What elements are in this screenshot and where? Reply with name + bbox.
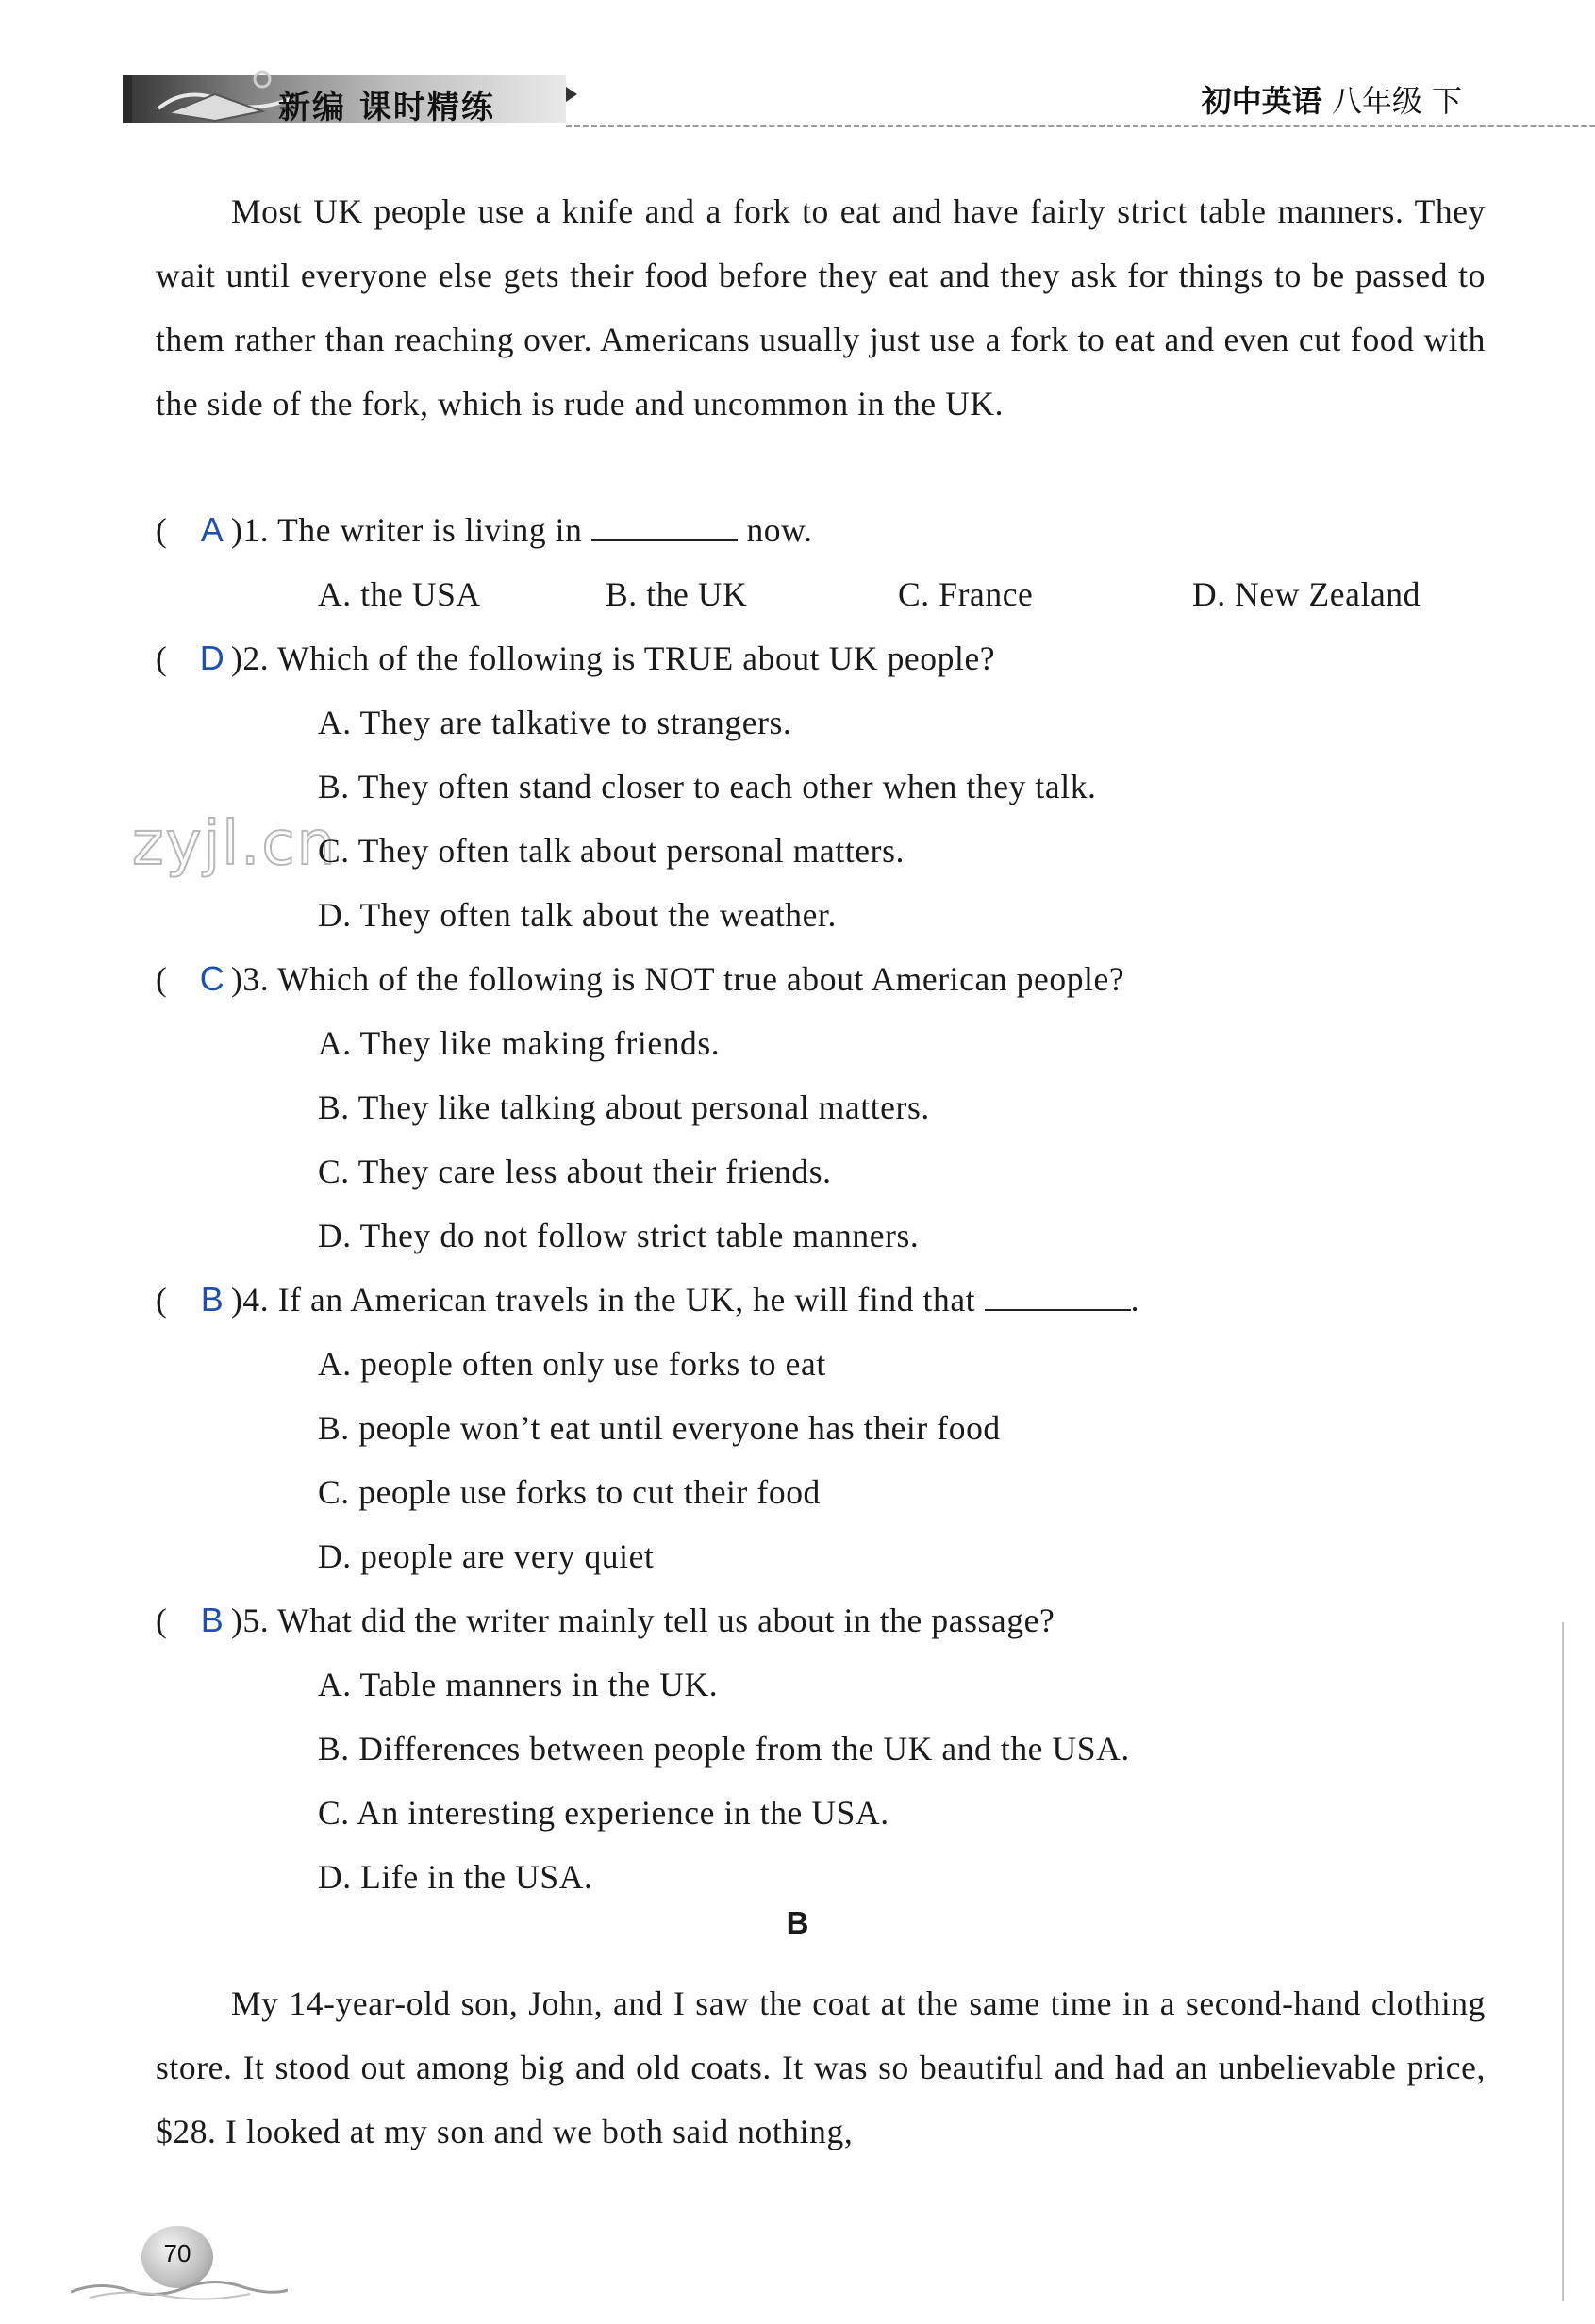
option: B. Differences between people from the UK and the USA. [318, 1730, 1130, 1768]
close-paren: ) [231, 639, 243, 677]
option: C. France [898, 575, 1034, 613]
option: C. An interesting experience in the USA. [318, 1794, 889, 1832]
section-b-title: B [786, 1905, 809, 1940]
close-paren: ) [231, 960, 243, 998]
subject-grade [1202, 77, 1462, 121]
question-stem-end: . [1130, 1281, 1140, 1319]
subject-label: 初中英语 [1201, 83, 1322, 119]
open-paren: ( [156, 960, 168, 998]
close-paren: ) [231, 1602, 243, 1639]
open-paren: ( [156, 639, 168, 677]
option: C. people use forks to cut their food [318, 1473, 821, 1511]
option: B. They often stand closer to each other when they talk. [318, 768, 1097, 805]
open-paren: ( [156, 1281, 168, 1319]
option: C. They care less about their friends. [318, 1153, 832, 1190]
option: A. Table manners in the UK. [318, 1666, 719, 1703]
book-decoration-icon [149, 66, 300, 123]
answer-blank [591, 511, 738, 541]
page-edge-rule [1562, 1622, 1564, 2301]
question-3 [156, 947, 1124, 1011]
option: D. people are very quiet [318, 1537, 655, 1575]
question-number: 2. [242, 639, 270, 677]
question-stem: The writer is living in [277, 511, 583, 549]
option: C. They often talk about personal matters. [318, 832, 905, 870]
close-paren: ) [231, 511, 243, 549]
question-1 [156, 498, 813, 562]
question-stem: What did the writer mainly tell us about in the passage? [277, 1602, 1055, 1639]
passage-a-paragraph: Most UK people use a knife and a fork to eat and have fairly strict table manners. They wait until everyone else gets their food before they eat and they ask for things to be passed to them rather than reaching over. Americans usually just use a fork to eat and even cut food with the side of the fork, which is rude and uncommon in the UK. [156, 192, 1486, 423]
question-stem-end: now. [746, 511, 813, 549]
question-stem: If an American travels in the UK, he will find that [277, 1281, 976, 1319]
answer-2: D [199, 639, 225, 677]
answer-3: C [199, 959, 225, 998]
question-5 [156, 1588, 1055, 1652]
option: D. Life in the USA. [318, 1858, 593, 1896]
header-dashed-rule [566, 124, 1595, 127]
close-paren: ) [231, 1281, 243, 1319]
question-number: 1. [242, 511, 270, 549]
open-paren: ( [156, 511, 168, 549]
page-header [123, 66, 1566, 132]
page-number: 70 [163, 2239, 191, 2267]
option: A. They like making friends. [318, 1024, 721, 1062]
option: D. New Zealand [1192, 575, 1421, 613]
option: A. people often only use forks to eat [318, 1345, 826, 1383]
page-number-badge [71, 2226, 288, 2301]
question-2 [156, 626, 995, 690]
option: D. They often talk about the weather. [318, 896, 837, 934]
answer-1: A [200, 510, 224, 549]
question-number: 3. [242, 960, 270, 998]
option: B. They like talking about personal matters. [318, 1088, 930, 1126]
option: A. the USA [318, 575, 481, 613]
open-paren: ( [156, 1602, 168, 1639]
answer-blank [985, 1281, 1131, 1311]
watermark: zyjl.cn [132, 809, 338, 879]
question-number: 4. [242, 1281, 270, 1319]
option: B. people won’t eat until everyone has their food [318, 1409, 1001, 1447]
option: A. They are talkative to strangers. [318, 704, 792, 741]
option: B. the UK [606, 575, 748, 613]
question-stem: Which of the following is NOT true about American people? [277, 960, 1125, 998]
answer-5: B [200, 1601, 224, 1639]
series-title: 新编 课时精练 [278, 89, 495, 126]
header-arrow-icon [566, 87, 577, 102]
question-4 [156, 1268, 1139, 1332]
grade-label: 八年级 下 [1331, 83, 1462, 119]
option: D. They do not follow strict table manners. [318, 1217, 920, 1254]
answer-4: B [200, 1280, 224, 1319]
question-stem: Which of the following is TRUE about UK people? [277, 639, 996, 677]
question-number: 5. [242, 1602, 270, 1639]
passage-b-paragraph: My 14-year-old son, John, and I saw the coat at the same time in a second-hand clothing store. It stood out among big and old coats. It was so beautiful and had an unbelievable price, $28. I looked at my son and we both said nothing, [156, 1984, 1486, 2150]
wave-decoration-icon [71, 2264, 288, 2301]
